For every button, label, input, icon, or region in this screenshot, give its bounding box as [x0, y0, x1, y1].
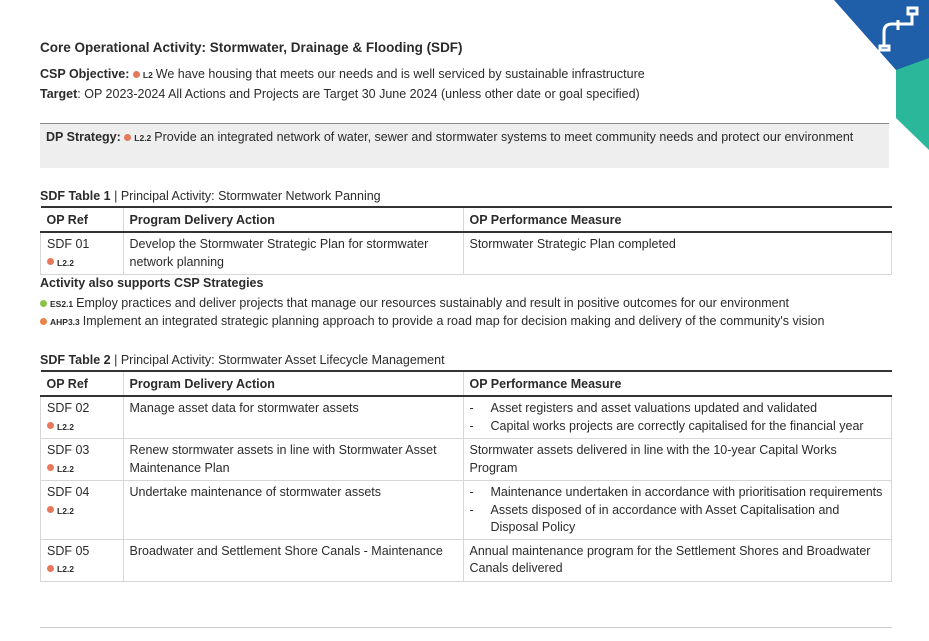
dot-icon: [124, 134, 131, 141]
measure-cell: Stormwater assets delivered in line with the 10-year Capital Works Program: [463, 439, 892, 481]
dot-icon: [47, 464, 54, 471]
op-ref: SDF 02: [47, 401, 90, 415]
table1-caption-bold: SDF Table 1: [40, 189, 111, 203]
csp-code: L2: [142, 70, 153, 80]
col-op-performance-measure: OP Performance Measure: [463, 207, 892, 232]
target-line: [40, 87, 640, 101]
table2-caption-rest: | Principal Activity: Stormwater Asset Lifecycle Management: [110, 353, 445, 367]
op-code: L2.2: [57, 463, 75, 474]
measure-cell: Annual maintenance program for the Settlement Shores and Broadwater Canals delivered: [463, 539, 892, 581]
measure-item: - Assets disposed of in accordance with Asset Capitalisation and Disposal Policy: [469, 502, 840, 534]
col-program-delivery-action: Program Delivery Action: [123, 371, 463, 396]
op-code: L2.2: [57, 564, 75, 574]
col-program-delivery-action: Program Delivery Action: [123, 207, 463, 232]
supports-text: Implement an integrated strategic planning approach to provide a road map for decision making and delivery of the community's vision: [82, 314, 825, 328]
dot-icon: [40, 318, 47, 325]
op-ref: SDF 04: [47, 485, 90, 499]
action-cell: Develop the Stormwater Strategic Plan for stormwater network planning: [123, 232, 463, 275]
table-row: [41, 396, 892, 439]
strategy-code: L2.2: [134, 133, 152, 143]
csp-text: We have housing that meets our needs and is well serviced by sustainable infrastructure: [155, 67, 645, 81]
action-cell: Undertake maintenance of stormwater assets: [123, 481, 463, 540]
supports-heading: Activity also supports CSP Strategies: [40, 276, 264, 290]
target-label: Target: [40, 87, 78, 101]
table-1: [40, 206, 892, 275]
table1-caption-rest: | Principal Activity: Stormwater Network Panning: [110, 189, 381, 203]
table-row: [41, 481, 892, 540]
action-cell: Broadwater and Settlement Shore Canals - Maintenance: [123, 539, 463, 581]
strategy-text: Provide an integrated network of water, sewer and stormwater systems to meet community needs and protect our environment: [154, 130, 854, 144]
table-row: [41, 232, 892, 275]
op-code: L2.2: [57, 505, 75, 516]
supports-code: AHP3.3: [50, 317, 80, 327]
table-row: [41, 539, 892, 581]
measure-cell: [463, 396, 892, 439]
table-2: [40, 370, 892, 582]
footer-divider: [40, 627, 892, 628]
dot-icon: [47, 565, 54, 572]
csp-label: CSP Objective:: [40, 67, 130, 81]
col-op-performance-measure: OP Performance Measure: [463, 371, 892, 396]
supports-item: [40, 314, 824, 328]
supports-item: [40, 296, 789, 310]
supports-text: Employ practices and deliver projects that manage our resources sustainably and result in positive outcomes for our environment: [76, 296, 790, 310]
op-ref: SDF 03: [47, 443, 90, 457]
table2-caption-bold: SDF Table 2: [40, 353, 111, 367]
dot-icon: [47, 506, 54, 513]
table1-caption: [40, 189, 381, 203]
measure-item: - Asset registers and asset valuations updated and validated: [469, 401, 818, 415]
action-cell: Manage asset data for stormwater assets: [123, 396, 463, 439]
dot-icon: [40, 300, 47, 307]
csp-objective: [40, 67, 645, 81]
op-code: L2.2: [57, 257, 75, 268]
measure-item: - Maintenance undertaken in accordance with prioritisation requirements: [469, 485, 883, 499]
op-ref: SDF 01: [47, 237, 90, 251]
dot-icon: [47, 258, 54, 265]
measure-cell: [463, 481, 892, 540]
measure-item: - Capital works projects are correctly capitalised for the financial year: [469, 418, 864, 433]
op-code: L2.2: [57, 421, 75, 432]
dot-icon: [47, 422, 54, 429]
strategy-label: DP Strategy:: [46, 130, 121, 144]
table2-caption: [40, 353, 445, 367]
action-cell: Renew stormwater assets in line with Stormwater Asset Maintenance Plan: [123, 439, 463, 481]
col-op-ref: OP Ref: [41, 371, 124, 396]
target-text: : OP 2023-2024 All Actions and Projects are Target 30 June 2024 (unless other date or goal specified): [77, 87, 640, 101]
measure-cell: Stormwater Strategic Plan completed: [463, 232, 892, 275]
dp-strategy-box: [40, 123, 889, 168]
op-ref: SDF 05: [47, 543, 90, 558]
table-row: [41, 439, 892, 481]
dot-icon: [133, 71, 140, 78]
supports-code: ES2.1: [50, 299, 74, 309]
page-title: Core Operational Activity: Stormwater, Drainage & Flooding (SDF): [40, 40, 463, 55]
col-op-ref: OP Ref: [41, 207, 124, 232]
